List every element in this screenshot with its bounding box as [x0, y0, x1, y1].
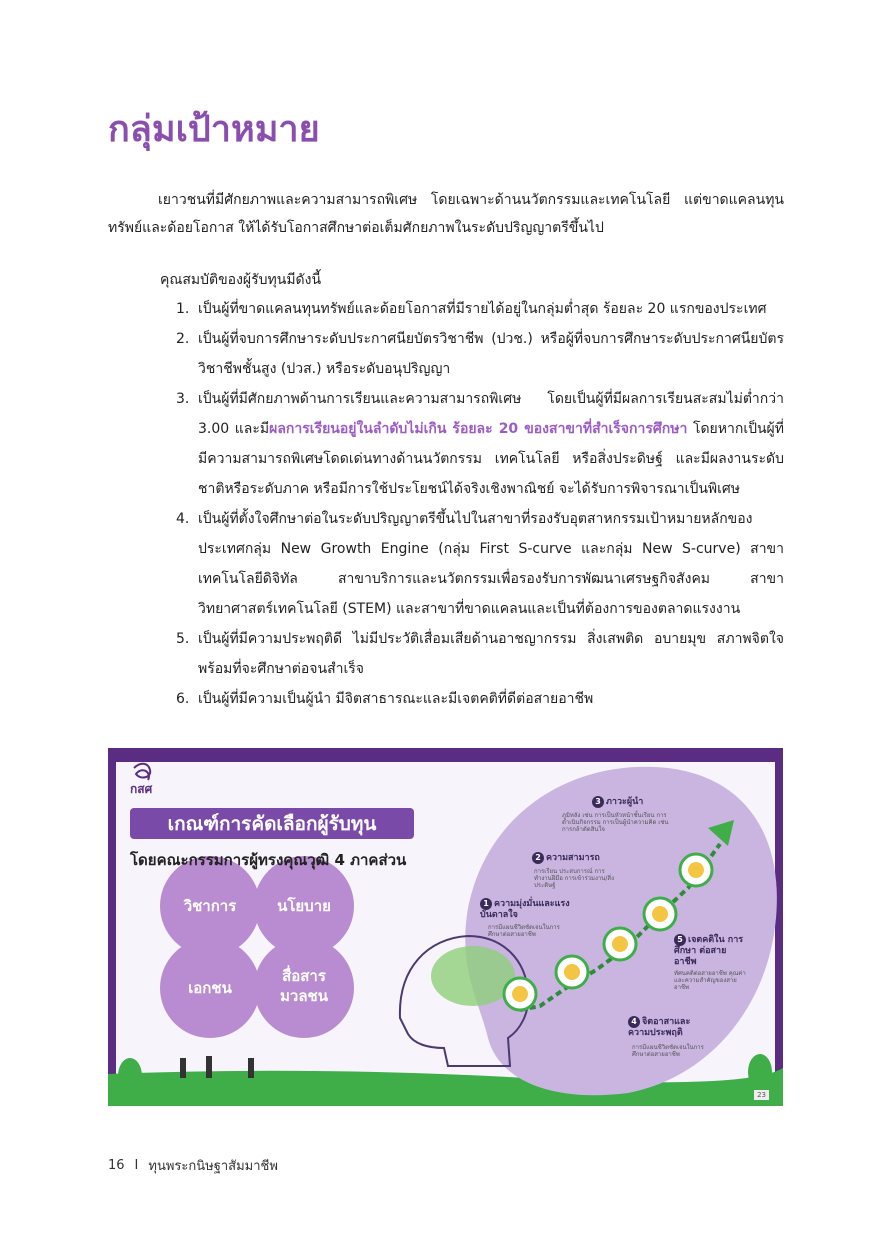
page-number: 16 [108, 1158, 125, 1173]
criterion-1-desc: การมีแผนชีวิตชัดเจนในการศึกษาต่อสายอาชีพ [488, 924, 560, 938]
item-text: เป็นผู้ที่จบการศึกษาระดับประกาศนียบัตรวิชาชีพ (ปวช.) หรือผู้ที่จบการศึกษาระดับประกาศนียบัตรวิชาชีพชั้นสูง (ปวส.) หรือระดับอนุปริญญา [198, 331, 784, 377]
highlighted-text: ผลการเรียนอยู่ในลำดับไม่เกิน ร้อยละ 20 ของสาขาที่สำเร็จการศึกษา [269, 421, 688, 437]
list-item [176, 384, 784, 504]
list-item [176, 624, 784, 684]
list-item [176, 294, 784, 324]
qualifications-heading: คุณสมบัติของผู้รับทุนมีดังนี้ [160, 272, 322, 288]
page-title: กลุ่มเป้าหมาย [108, 109, 320, 150]
item-number: 1. [176, 301, 190, 317]
publication-name: ทุนพระกนิษฐาสัมมาชีพ [148, 1159, 278, 1174]
criterion-2 [532, 852, 622, 864]
criterion-3 [592, 796, 682, 808]
item-text: เป็นผู้ที่มีศักยภาพด้านการเรียนและความสามารถพิเศษ โดยเป็นผู้ที่มีผลการเรียนสะสมไม่ต่ำกว่า 3.00 และมี [198, 391, 784, 437]
item-number: 2. [176, 331, 190, 347]
criterion-5-desc: ทัศนคติต่อสายอาชีพ คุณค่าและความสำคัญของสายอาชีพ [674, 970, 746, 991]
intro-paragraph: เยาวชนที่มีศักยภาพและความสามารถพิเศษ โดยเฉพาะด้านนวัตกรรมและเทคโนโลยี แต่ขาดแคลนทุนทรัพย์และด้อยโอกาส ให้ได้รับโอกาสศึกษาต่อเต็มศักยภาพในระดับปริญญาตรีขึ้นไป [108, 192, 784, 236]
brain-icon [431, 946, 515, 1006]
criterion-label: เจตคติใน การศึกษา ต่อสายอาชีพ [674, 935, 744, 967]
list-item [176, 504, 784, 624]
criterion-label: ความสามารถ [546, 853, 600, 863]
circle-label-private: เอกชน [188, 979, 232, 997]
list-item [176, 684, 784, 714]
slide-number: 23 [754, 1090, 769, 1100]
circle-label-policy: นโยบาย [277, 897, 331, 915]
item-number: 6. [176, 691, 190, 707]
criterion-number: 4 [628, 1016, 640, 1028]
selection-criteria-infographic [108, 748, 783, 1106]
item-text-continued: โดยหากเป็นผู้ที่มีความสามารถพิเศษโดดเด่นทางด้านนวัตกรรม เทคโนโลยี หรือสิ่งประดิษฐ์ และมีผลงานระดับชาติหรือระดับภาค หรือมีการใช้ประโยชน์ได้จริงเชิงพาณิชย์ จะได้รับการพิจารณาเป็นพิเศษ [198, 421, 784, 497]
criterion-number: 2 [532, 852, 544, 864]
item-text: เป็นผู้ที่มีความเป็นผู้นำ มีจิตสาธารณะและมีเจตคติที่ดีต่อสายอาชีพ [198, 691, 594, 707]
criterion-5 [674, 934, 746, 968]
criterion-number: 5 [674, 934, 686, 946]
logo-text: กสศ [130, 782, 153, 796]
criterion-label: จิตอาสาและความประพฤติ [628, 1017, 691, 1038]
item-text: เป็นผู้ที่ขาดแคลนทุนทรัพย์และด้อยโอกาสที่มีรายได้อยู่ในกลุ่มต่ำสุด ร้อยละ 20 แรกของประเทศ [198, 301, 767, 317]
criterion-number: 1 [480, 898, 492, 910]
item-text: เป็นผู้ที่ตั้งใจศึกษาต่อในระดับปริญญาตรีขึ้นไปในสาขาที่รองรับอุตสาหกรรมเป้าหมายหลักของประเทศกลุ่ม New Growth Engine (กลุ่ม First S-curve และกลุ่ม New S-curve) สาขาเทคโนโลยีดิจิทัล สาขาบริการและนวัตกรรมเพื่อรองรับการพัฒนาเศรษฐกิจสังคม สาขาวิทยาศาสตร์เทคโนโลยี (STEM) และสาขาที่ขาดแคลนและเป็นที่ต้องการของตลาดแรงงาน [198, 511, 784, 617]
list-item [176, 324, 784, 384]
criterion-2-desc: การเรียน ประสบการณ์ การทำงานฝีมือ การเข้าร่วมงาน/สิ่งประดิษฐ์ [534, 868, 615, 889]
item-text: เป็นผู้ที่มีความประพฤติดี ไม่มีประวัติเสื่อมเสียด้านอาชญากรรม สิ่งเสพติด อบายมุข สภาพจิตใจพร้อมที่จะศึกษาต่อจนสำเร็จ [198, 631, 784, 677]
circle-label-academic: วิชาการ [183, 897, 237, 915]
item-number: 5. [176, 631, 190, 647]
item-number: 4. [176, 511, 190, 527]
qualifications-list [176, 294, 784, 714]
criterion-label: ความมุ่งมั่นและแรงบันดาลใจ [480, 899, 570, 920]
criterion-1 [480, 898, 570, 921]
criterion-4-desc: การมีแผนชีวิตชัดเจนในการศึกษาต่อสายอาชีพ [632, 1044, 704, 1058]
infographic-banner: เกณฑ์การคัดเลือกผู้รับทุน [130, 808, 414, 839]
criterion-4 [628, 1016, 708, 1039]
circle-label-media: สื่อสาร มวลชน [280, 967, 328, 1005]
criterion-3-desc: ภูมิหลัง เช่น การเป็นหัวหน้าชั้นเรียน การดำเนินกิจกรรม การเป็นผู้นำความคิด เช่น การกล้าตัดสินใจ [562, 812, 669, 833]
infographic-subtitle: โดยคณะกรรมการผู้ทรงคุณวุฒิ 4 ภาคส่วน [130, 851, 407, 869]
page-footer [108, 1155, 278, 1176]
item-number: 3. [176, 391, 190, 407]
criterion-number: 3 [592, 796, 604, 808]
footer-separator: I [134, 1158, 139, 1173]
criterion-label: ภาวะผู้นำ [606, 797, 644, 807]
